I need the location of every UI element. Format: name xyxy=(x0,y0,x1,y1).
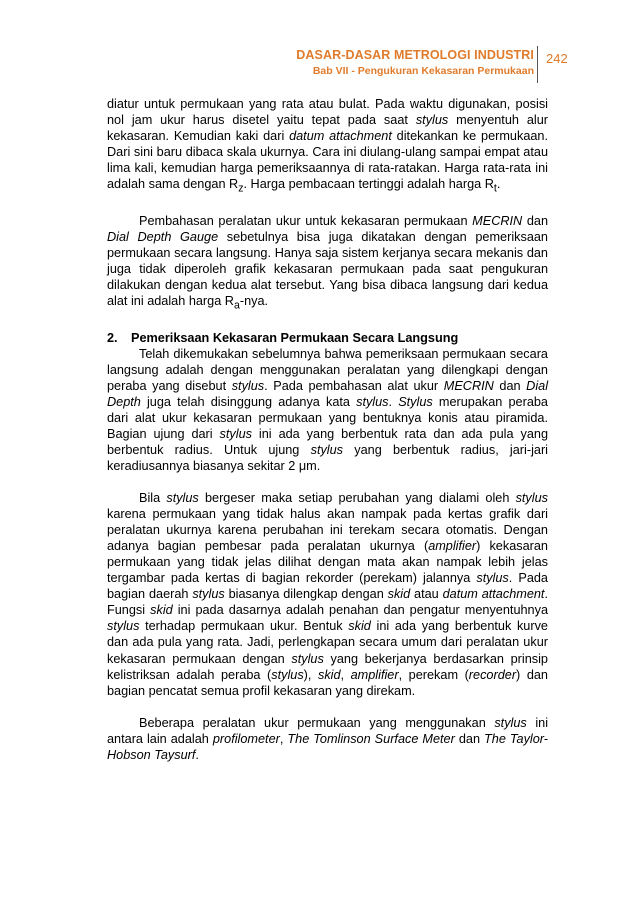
paragraph-1: diatur untuk permukaan yang rata atau bulat. Pada waktu digunakan, posisi nol jam ukur harus disetel yaitu tepat pada saat stylus menyentuh alur kekasaran. Kemudian kaki dari datum attachment ditekankan ke permukaan. Dari sini baru dibaca skala ukurnya. Cara ini diulang-ulang sampai empat atau lima kali, kemudian harga pemeriksaannya di rata-ratakan. Harga rata-rata ini adalah sama dengan $R_z$. Harga pembacaan tertinggi adalah harga $R_t$. xyxy=(107,97,549,195)
page-body xyxy=(107,96,548,763)
section-number: 2. xyxy=(107,330,118,345)
paragraph-4: Bila stylus bergeser maka setiap perubahan yang dialami oleh stylus karena permukaan yang tidak halus akan nampak pada kertas grafik dari peralatan ukurnya karena perubahan ini terekam secara otomatis. Dengan adanya bagian pembesar pada peralatan ukurnya (amplifier) kekasaran permukaan yang tidak jelas dilihat dengan mata akan nampak lebih jelas tergambar pada kertas di bagian rekorder (perekam) jalannya stylus. Pada bagian daerah stylus biasanya dilengkap dengan skid atau datum attachment. Fungsi skid ini pada dasarnya adalah penahan dan pengatur menyentuhnya stylus terhadap permukaan ukur. Bentuk skid ini ada yang berbentuk kurve dan ada pula yang rata. Jadi, perlengkapan secara umum dari peralatan ukur kekasaran permukaan dengan stylus yang bekerjanya berdasarkan prinsip kelistriksan adalah peraba (stylus), skid, amplifier, perekam (recorder) dan bagian pencatat semua profil kekasaran yang direkam. xyxy=(107,491,549,698)
paragraph-2: Pembahasan peralatan ukur untuk kekasaran permukaan MECRIN dan Dial Depth Gauge sebetulnya bisa juga dikatakan dengan pemeriksaan permukaan secara langsung. Hanya saja sistem kerjanya secara mekanis dan juga tidak diperoleh grafik kekasaran permukaan pada saat pengukuran dilakukan dengan kedua alat tersebut. Yang bisa dibaca langsung dari kedua alat ini adalah harga $R_a$-nya. xyxy=(107,213,548,312)
paragraph-3: Telah dikemukakan sebelumnya bahwa pemeriksaan permukaan secara langsung adalah dengan menggunakan peralatan yang dilengkapi dengan peraba yang disebut stylus. Pada pembahasan alat ukur MECRIN dan Dial Depth juga telah disinggung adanya kata stylus. Stylus merupakan peraba dari alat ukur kekasaran permukaan yang bentuknya konis atau piramida. Bagian ujung dari stylus ini ada yang berbentuk rata dan ada pula yang berbentuk radius. Untuk ujung stylus yang berbentuk radius, jari-jari keradiusannya biasanya sekitar 2 μm. xyxy=(107,346,549,473)
page-number: 242 xyxy=(546,51,568,66)
running-header xyxy=(296,48,534,77)
book-title: DASAR-DASAR METROLOGI INDUSTRI xyxy=(296,48,534,62)
section-title: Pemeriksaan Kekasaran Permukaan Secara Langsung xyxy=(131,330,459,345)
paragraph-5: Beberapa peralatan ukur permukaan yang menggunakan stylus ini antara lain adalah profilometer, The Tomlinson Surface Meter dan The Taylor-Hobson Taysurf. xyxy=(107,715,549,762)
chapter-title: Bab VII - Pengukuran Kekasaran Permukaan xyxy=(312,65,534,77)
header-divider xyxy=(537,46,538,83)
section-heading xyxy=(107,330,548,346)
